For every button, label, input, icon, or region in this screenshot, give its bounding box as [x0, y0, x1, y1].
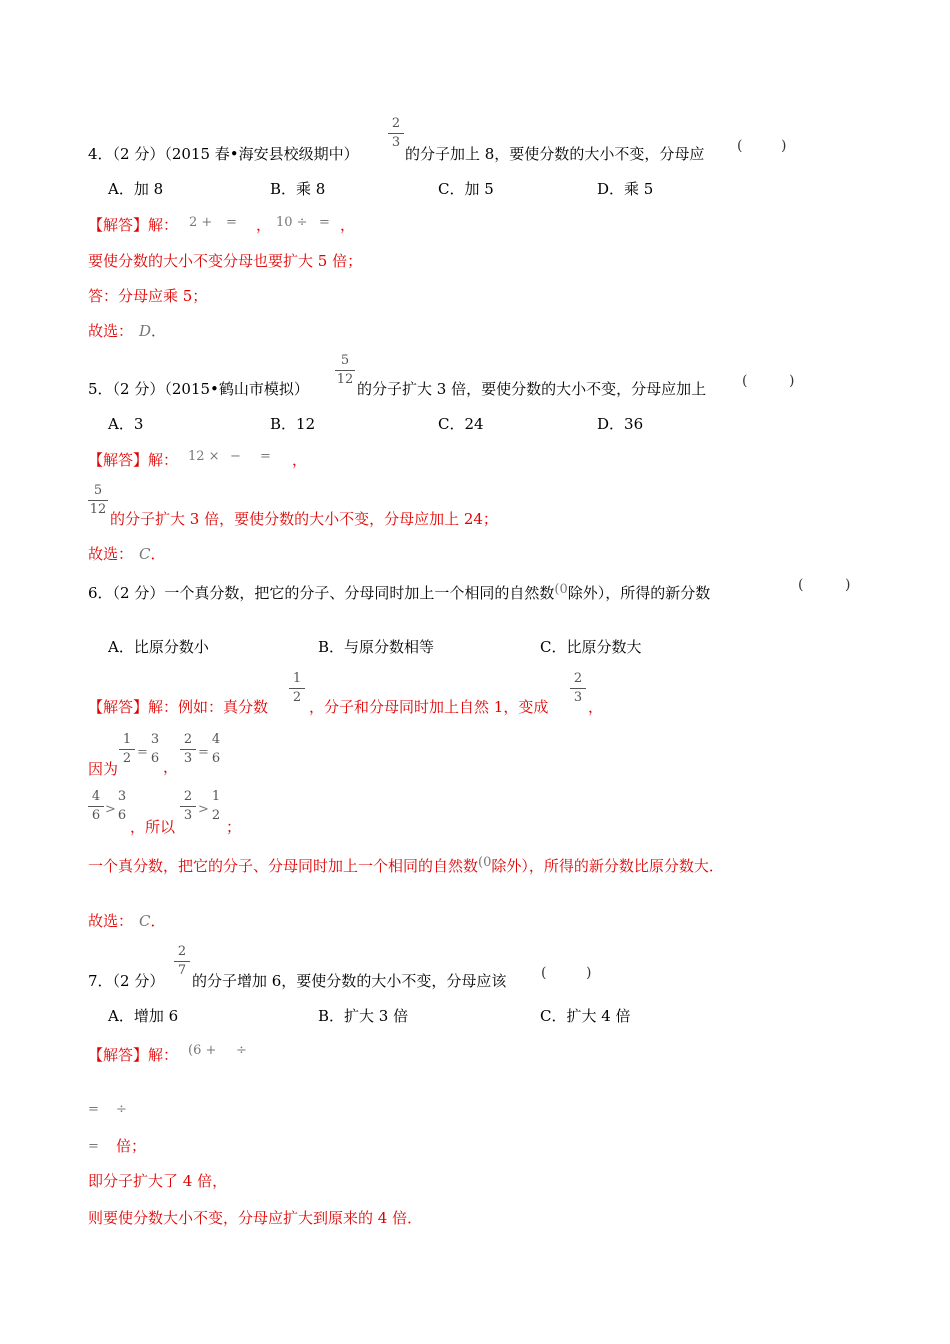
q5-calc-4: ，	[292, 451, 308, 469]
q6-answer-end: ．	[150, 912, 166, 930]
q7-frac-num: 2	[177, 944, 187, 959]
q7-calc-eq-2: =	[88, 1139, 99, 1154]
q6-because-frac-3	[180, 733, 196, 766]
q6-sf2-num: 3	[117, 789, 127, 804]
q5-line: 的分子扩大 3 倍，要使分数的大小不变，分母应加上 24；	[110, 510, 498, 528]
q6-ex-frac-1	[289, 672, 305, 705]
q4-calc-5: =	[319, 215, 330, 230]
q6-sf3-den: 3	[183, 808, 193, 823]
q5-paren-right: )	[789, 373, 795, 389]
q6-zero: (0	[554, 582, 568, 597]
q5-calc-1: 12 ×	[188, 449, 220, 464]
q6-paren-left: (	[798, 577, 804, 593]
q5-frac2-num: 5	[93, 483, 103, 498]
q6-ex-frac-1-den: 2	[292, 690, 302, 705]
q6-sf4-num: 1	[211, 789, 221, 804]
q6-answer-letter: C	[139, 912, 151, 930]
q5-option-d: D．36	[597, 415, 644, 433]
q6-conclusion	[88, 857, 724, 877]
q4-option-b: B．乘 8	[270, 180, 326, 198]
q6-score: （2 分）	[112, 584, 165, 602]
q7-frac-den: 7	[177, 963, 187, 978]
q6-bf3-num: 2	[183, 732, 193, 747]
q7-calc-eq-1: =	[88, 1102, 99, 1117]
q5-answer	[88, 545, 166, 563]
q7-solution-tag: 【解答】解：	[88, 1046, 179, 1064]
q4-frac-den: 3	[391, 135, 401, 150]
q5-paren-left: (	[742, 373, 748, 389]
q4-line-2: 答：分母应乘 5；	[88, 287, 208, 305]
q5-frac2-den: 12	[89, 502, 107, 517]
q4-calc-4: 10 ÷	[276, 215, 308, 230]
q7-stem-text: 的分子增加 6，要使分数的大小不变，分母应该	[192, 972, 507, 990]
q5-answer-end: ．	[150, 545, 166, 563]
q6-so-label: ，所以	[130, 818, 176, 836]
q7-paren-right: )	[586, 965, 592, 981]
q6-option-c: C．比原分数大	[540, 638, 642, 656]
q4-calc-3: ，	[256, 216, 272, 234]
q5-calc-3: =	[260, 449, 271, 464]
q6-so-frac-4	[208, 790, 224, 823]
q6-ex-text-1: 例如：真分数	[178, 698, 269, 716]
q7-fraction	[174, 945, 190, 978]
q4-fraction	[388, 117, 404, 150]
q7-option-c: C．扩大 4 倍	[540, 1007, 631, 1025]
q4-answer	[88, 322, 166, 340]
q5-answer-letter: C	[139, 545, 151, 563]
q6-bf3-den: 3	[183, 751, 193, 766]
q5-option-c: C．24	[438, 415, 484, 433]
q4-calc-1: 2 +	[189, 215, 213, 230]
q7-stem	[88, 972, 164, 990]
q7-calc-1: (6 +	[188, 1043, 217, 1058]
q6-option-b: B．与原分数相等	[318, 638, 435, 656]
q6-conclusion-zero-digit: 0	[483, 855, 492, 870]
q6-because-eq-2: =	[198, 745, 209, 760]
q4-number: 4．	[88, 145, 113, 163]
q4-calc-6: ，	[340, 216, 356, 234]
q4-stem	[88, 145, 359, 163]
q5-frac-num: 5	[340, 353, 350, 368]
q5-stem-text: 的分子扩大 3 倍，要使分数的大小不变，分母应加上	[357, 380, 707, 398]
q6-bf4-den: 6	[211, 751, 221, 766]
q6-bf2-num: 3	[150, 732, 160, 747]
q6-so-frac-2	[114, 790, 130, 823]
q6-because-eq-1: =	[137, 745, 148, 760]
q6-because-frac-2	[147, 733, 163, 766]
q6-option-a: A．比原分数小	[108, 638, 209, 656]
q7-paren-left: (	[541, 965, 547, 981]
q5-solution-tag: 【解答】解：	[88, 451, 179, 469]
q6-sf1-num: 4	[91, 789, 101, 804]
q4-solution-tag: 【解答】解：	[88, 216, 179, 234]
q6-bf4-num: 4	[211, 732, 221, 747]
q6-ex-frac-1-num: 1	[292, 671, 302, 686]
q6-sf1-den: 6	[91, 808, 101, 823]
q4-frac-num: 2	[391, 116, 401, 131]
q6-so-gt-1: >	[105, 802, 116, 817]
q4-answer-label: 故选：	[88, 322, 134, 340]
q6-because-frac-1	[119, 733, 135, 766]
q6-answer-label: 故选：	[88, 912, 134, 930]
q6-paren-right: )	[845, 577, 851, 593]
q4-option-c: C．加 5	[438, 180, 494, 198]
q6-stem	[88, 584, 710, 604]
q6-sf2-den: 6	[117, 808, 127, 823]
q4-answer-letter: D	[139, 322, 152, 340]
q7-line-2: 则要使分数大小不变，分母应扩大到原来的 4 倍．	[88, 1209, 423, 1227]
q6-conclusion-text: 一个真分数，把它的分子、分母同时加上一个相同的自然数	[88, 857, 479, 875]
q6-ex-frac-2-den: 3	[573, 690, 583, 705]
q7-score: （2 分）	[112, 972, 165, 990]
q6-stem-tail: 除外），所得的新分数	[567, 584, 711, 602]
q6-sf4-den: 2	[211, 808, 221, 823]
q6-so-gt-2: >	[198, 802, 209, 817]
q4-line-1: 要使分数的大小不变分母也要扩大 5 倍；	[88, 252, 363, 270]
q6-solution-tag: 【解答】解：	[88, 698, 179, 716]
q7-line-1: 即分子扩大了 4 倍，	[88, 1172, 228, 1190]
q4-stem-text: 的分子加上 8，要使分数的大小不变，分母应	[405, 145, 705, 163]
q6-because-sep: ，	[163, 758, 179, 776]
q7-calc-div-2: ÷	[116, 1102, 127, 1117]
q4-score: （2 分）	[112, 145, 165, 163]
q7-bei: 倍；	[116, 1137, 147, 1155]
q6-sf3-num: 2	[183, 789, 193, 804]
q6-bf1-den: 2	[122, 751, 132, 766]
q4-option-a: A．加 8	[108, 180, 164, 198]
q5-option-b: B．12	[270, 415, 316, 433]
q5-calc-2: −	[230, 449, 241, 464]
q6-stem-text: 一个真分数，把它的分子、分母同时加上一个相同的自然数	[164, 584, 555, 602]
q6-so-frac-1	[88, 790, 104, 823]
q5-frac-den: 12	[336, 372, 354, 387]
q6-zero-digit: 0	[559, 582, 568, 597]
q5-option-a: A．3	[108, 415, 144, 433]
q7-number: 7．	[88, 972, 113, 990]
q6-so-semi: ；	[226, 818, 242, 836]
q6-bf2-den: 6	[150, 751, 160, 766]
q6-conclusion-tail: 除外），所得的新分数比原分数大．	[491, 857, 724, 875]
q6-example-line	[88, 698, 268, 716]
q6-ex-comma: ，	[588, 698, 604, 716]
q7-option-a: A．增加 6	[108, 1007, 179, 1025]
q6-so-frac-3	[180, 790, 196, 823]
q6-because-frac-4	[208, 733, 224, 766]
q6-ex-frac-2	[570, 672, 586, 705]
q5-answer-label: 故选：	[88, 545, 134, 563]
q4-source: （2015 春•海安县校级期中）	[164, 145, 359, 163]
q6-because-label: 因为	[88, 760, 119, 778]
q6-conclusion-zero: (0	[478, 855, 492, 870]
q5-number: 5．	[88, 380, 113, 398]
q6-answer	[88, 912, 166, 930]
q4-calc-2: =	[226, 215, 237, 230]
q6-ex-frac-2-num: 2	[573, 671, 583, 686]
q5-score: （2 分）	[112, 380, 165, 398]
q4-option-d: D．乘 5	[597, 180, 654, 198]
q4-answer-end: ．	[151, 322, 167, 340]
q6-ex-text-2: ，分子和分母同时加上自然 1，变成	[309, 698, 549, 716]
q4-paren-left: (	[737, 138, 743, 154]
q6-number: 6．	[88, 584, 113, 602]
q7-option-b: B．扩大 3 倍	[318, 1007, 409, 1025]
q5-fraction	[335, 354, 355, 387]
q4-paren-right: )	[781, 138, 787, 154]
q7-calc-div: ÷	[236, 1043, 247, 1058]
q5-fraction-2	[88, 484, 108, 517]
q5-source: （2015•鹤山市模拟）	[164, 380, 309, 398]
q6-bf1-num: 1	[122, 732, 132, 747]
q5-stem	[88, 380, 309, 398]
